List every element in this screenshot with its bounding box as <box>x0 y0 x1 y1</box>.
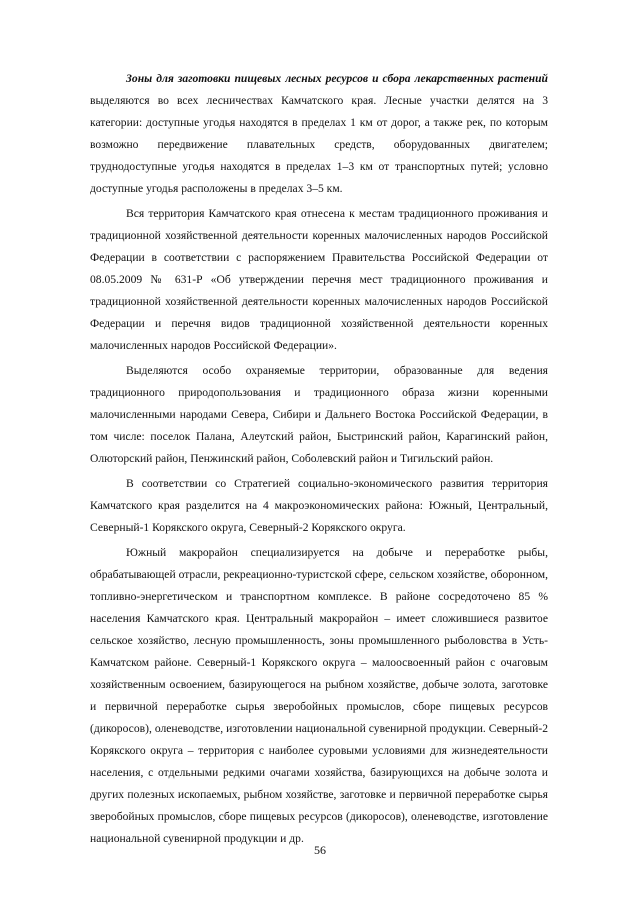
paragraph-development-strategy: В соответствии со Стратегией социально-экономического развития территория Камчатского края разделится на 4 макроэкономических района: Южный, Центральный, Северный-1 Корякского округа, Северный-2 Корякского округа. <box>90 477 548 534</box>
paragraph-macroregions: Южный макрорайон специализируется на добыче и переработке рыбы, обрабатывающей отрасли, рекреационно-туристской сфере, сельском хозяйстве, оборонном, топливно-энергетическом и транспортном комплексе. В районе сосредоточено 85 % населения Камчатского края. Центральный макрорайон – имеет сложившиеся развитое сельское хозяйство, лесную промышленность, зоны промышленного рыболовства в Усть-Камчатском районе. Северный-1 Корякского округа – малоосвоенный район с очаговым хозяйственным освоением, базирующегося на рыбном хозяйстве, добыче золота, заготовке и первичной переработке сырья зверобойных промыслов, сборе пищевых ресурсов (дикоросов), оленеводстве, изготовлении национальной сувенирной продукции. Северный-2 Корякского округа – территория с наиболее суровыми условиями для жизнедеятельности населения, с отдельными редкими очагами хозяйства, базирующихся на добыче золота и других полезных ископаемых, рыбном хозяйстве, заготовке и первичной переработке сырья зверобойных промыслов, сборе пищевых ресурсов (дикоросов), оленеводстве, изготовление национальной сувенирной продукции и др. <box>90 546 548 845</box>
paragraph-lead-title: Зоны для заготовки пищевых лесных ресурсов и сбора лекарственных растений <box>126 72 548 85</box>
page-number: 56 <box>314 843 326 857</box>
paragraph-protected-territories: Выделяются особо охраняемые территории, образованные для ведения традиционного природопользования и традиционного образа жизни коренными малочисленными народами Севера, Сибири и Дальнего Востока Российской Федерации, в том числе: поселок Палана, Алеутский район, Быстринский район, Карагинский район, Олюторский район, Пенжинский район, Соболевский район и Тигильский район. <box>90 364 548 465</box>
document-page <box>90 68 548 850</box>
paragraph-text: выделяются во всех лесничествах Камчатского края. Лесные участки делятся на 3 категории: доступные угодья находятся в пределах 1 км от дорог, а также рек, по которым возможно передвижение плавательных средств, оборудованных двигателем; труднодоступные угодья находятся в пределах 1–3 км от транспортных путей; условно доступные угодья расположены в пределах 3–5 км. <box>90 94 548 195</box>
paragraph-forest-resource-zones <box>90 68 548 200</box>
paragraph-traditional-residence: Вся территория Камчатского края отнесена к местам традиционного проживания и традиционной хозяйственной деятельности коренных малочисленных народов Российской Федерации в соответствии с распоряжением Правительства Российской Федерации от 08.05.2009 № 631-Р «Об утверждении перечня мест традиционного проживания и традиционной хозяйственной деятельности коренных малочисленных народов Российской Федерации и перечня видов традиционной хозяйственной деятельности коренных малочисленных народов Российской Федерации». <box>90 207 548 352</box>
